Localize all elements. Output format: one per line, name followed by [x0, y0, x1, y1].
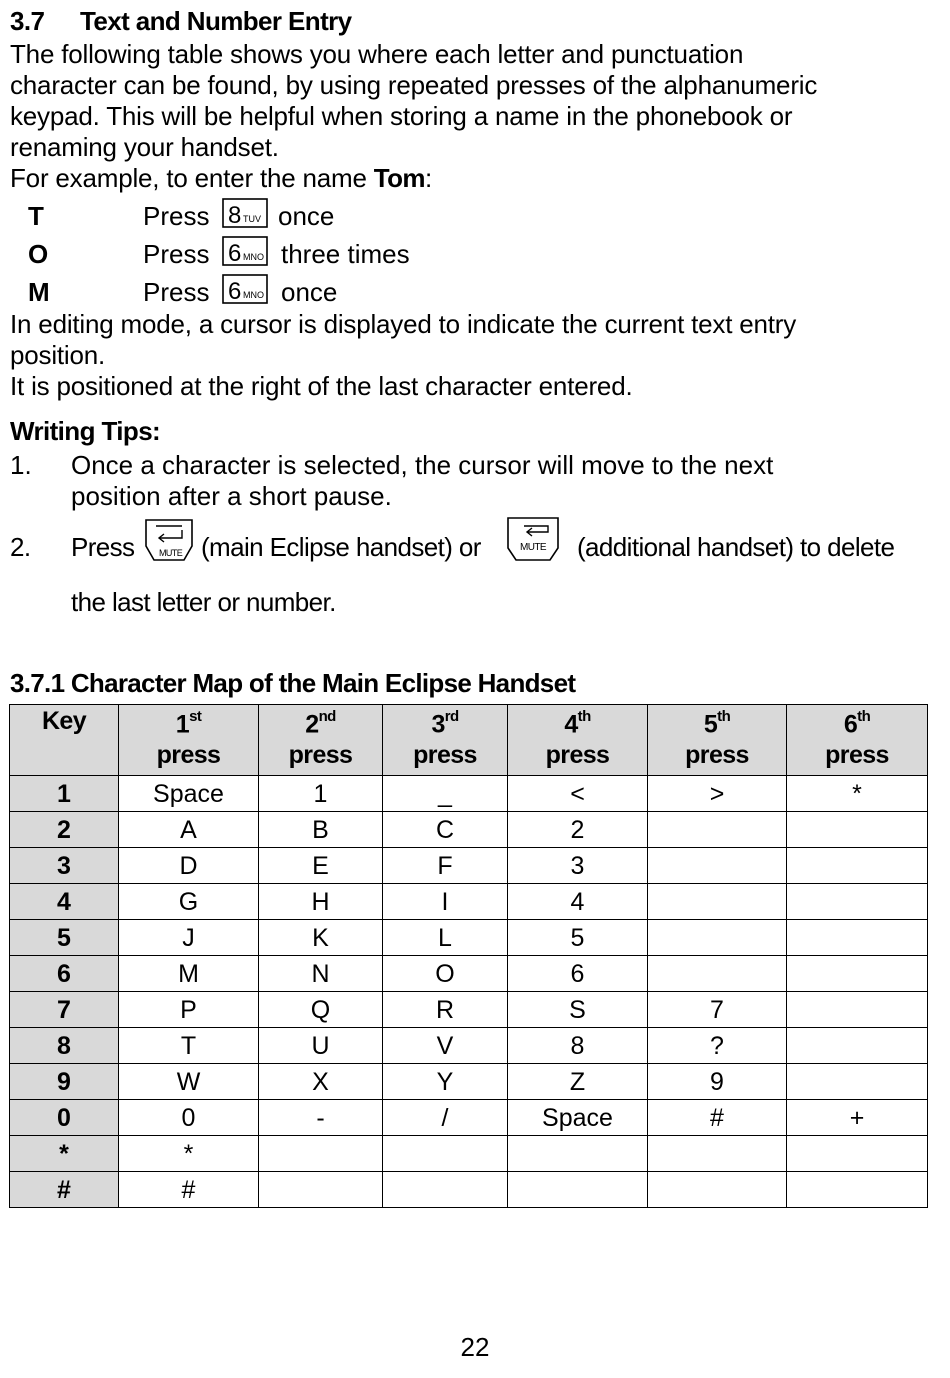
mute-key-main-icon [142, 516, 196, 564]
char-cell [787, 1064, 928, 1100]
key-cell: 4 [10, 884, 119, 920]
char-cell: J [119, 920, 259, 956]
tip-additional-handset-text: (additional handset) to delete [577, 532, 895, 562]
keypad-6-icon [221, 273, 269, 305]
char-cell: I [383, 884, 508, 920]
intro-line: keypad. This will be helpful when storing a name in the phonebook or [10, 101, 793, 131]
char-cell: / [383, 1100, 508, 1136]
char-cell: 1 [259, 776, 383, 812]
char-cell: * [787, 776, 928, 812]
char-cell [383, 1172, 508, 1208]
subsection-title: Character Map of the Main Eclipse Handset [70, 668, 576, 698]
char-cell: O [383, 956, 508, 992]
example-press: Press [143, 239, 210, 269]
char-cell: # [648, 1100, 787, 1136]
example-press: Press [143, 201, 210, 231]
tip-press: Press [71, 532, 135, 562]
press-column-header [119, 705, 259, 776]
table-row [10, 884, 928, 920]
table-body [10, 776, 928, 1208]
char-cell [787, 1136, 928, 1172]
char-cell: 9 [648, 1064, 787, 1100]
key-cell: 1 [10, 776, 119, 812]
table-row [10, 956, 928, 992]
tip-line: Once a character is selected, the cursor will move to the next [71, 450, 774, 480]
intro-line: The following table shows you where each letter and punctuation [10, 39, 744, 69]
char-cell: 8 [508, 1028, 648, 1064]
key-cell: 8 [10, 1028, 119, 1064]
example-intro [10, 163, 432, 194]
example-name: Tom [373, 163, 425, 193]
char-cell [648, 1172, 787, 1208]
cursor-line: It is positioned at the right of the last character entered. [10, 371, 633, 401]
svg-text:MNO: MNO [243, 290, 264, 300]
cursor-paragraph [10, 309, 796, 402]
key-column-header: Key [10, 705, 119, 776]
cursor-line: position. [10, 340, 106, 370]
ordinal-label [119, 705, 258, 738]
char-cell: R [383, 992, 508, 1028]
char-cell: G [119, 884, 259, 920]
tip-text [71, 450, 773, 512]
section-title: Text and Number Entry [80, 6, 352, 36]
char-cell: D [119, 848, 259, 884]
char-cell: 6 [508, 956, 648, 992]
char-cell: Space [119, 776, 259, 812]
press-label: press [825, 741, 889, 770]
subsection-heading [10, 668, 575, 699]
char-cell: ? [648, 1028, 787, 1064]
press-label: press [685, 741, 749, 770]
character-map-table [9, 704, 928, 1208]
example-letter: T [28, 201, 44, 231]
ordinal-label [259, 705, 382, 738]
table-row [10, 776, 928, 812]
ordinal-suffix: th [717, 708, 731, 725]
char-cell: M [119, 956, 259, 992]
tip-main-handset-text: (main Eclipse handset) or [201, 532, 481, 562]
ordinal-suffix: st [189, 708, 202, 725]
press-label: press [156, 741, 221, 770]
intro-line: character can be found, by using repeated presses of the alphanumeric [10, 70, 818, 100]
ordinal-label [648, 705, 786, 738]
char-cell: Space [508, 1100, 648, 1136]
char-cell: X [259, 1064, 383, 1100]
char-cell [259, 1172, 383, 1208]
char-cell: Y [383, 1064, 508, 1100]
char-cell: Q [259, 992, 383, 1028]
ordinal-number: 4 [564, 710, 578, 739]
char-cell [787, 884, 928, 920]
writing-tips-heading: Writing Tips: [10, 416, 161, 446]
char-cell: F [383, 848, 508, 884]
ordinal-label [508, 705, 647, 738]
key-cell: 0 [10, 1100, 119, 1136]
char-cell: P [119, 992, 259, 1028]
table-row [10, 1100, 928, 1136]
ordinal-number: 6 [843, 710, 858, 739]
table-header-row [10, 705, 928, 776]
key-cell: 3 [10, 848, 119, 884]
intro-line: renaming your handset. [10, 132, 279, 162]
svg-text:TUV: TUV [243, 214, 261, 224]
press-label: press [413, 741, 477, 770]
char-cell: E [259, 848, 383, 884]
char-cell [648, 956, 787, 992]
tip-line: the last letter or number. [71, 587, 336, 617]
char-cell: - [259, 1100, 383, 1136]
char-cell [508, 1136, 648, 1172]
svg-text:6: 6 [228, 240, 242, 267]
key-cell: # [10, 1172, 119, 1208]
key-cell: 2 [10, 812, 119, 848]
svg-text:MNO: MNO [243, 252, 264, 262]
key-cell: * [10, 1136, 119, 1172]
char-cell: > [648, 776, 787, 812]
ordinal-label [383, 705, 507, 738]
char-cell: S [508, 992, 648, 1028]
char-cell [648, 884, 787, 920]
example-letter: O [28, 239, 49, 269]
char-cell: 7 [648, 992, 787, 1028]
char-cell: # [119, 1172, 259, 1208]
char-cell [648, 848, 787, 884]
intro-paragraph [10, 39, 817, 163]
char-cell [648, 1136, 787, 1172]
example-count: once [281, 277, 338, 307]
char-cell [787, 956, 928, 992]
char-cell: + [787, 1100, 928, 1136]
example-count: once [278, 201, 335, 231]
char-cell: 5 [508, 920, 648, 956]
ordinal-number: 2 [305, 710, 319, 739]
mute-key-additional-icon [504, 514, 562, 564]
char-cell: V [383, 1028, 508, 1064]
ordinal-label [787, 705, 927, 738]
cursor-line: In editing mode, a cursor is displayed to indicate the current text entry [10, 309, 797, 339]
example-suffix: : [424, 163, 432, 193]
char-cell [787, 812, 928, 848]
table-row [10, 1172, 928, 1208]
char-cell: B [259, 812, 383, 848]
svg-text:MUTE: MUTE [159, 548, 183, 558]
char-cell [787, 1172, 928, 1208]
svg-text:8: 8 [228, 202, 242, 229]
key-cell: 6 [10, 956, 119, 992]
press-column-header [508, 705, 648, 776]
subsection-number: 3.7.1 [10, 668, 65, 698]
key-cell: 7 [10, 992, 119, 1028]
key-cell: 9 [10, 1064, 119, 1100]
ordinal-number: 5 [703, 710, 718, 739]
char-cell: A [119, 812, 259, 848]
char-cell: Z [508, 1064, 648, 1100]
ordinal-suffix: th [577, 708, 591, 725]
tip-line: position after a short pause. [71, 481, 392, 511]
press-column-header [259, 705, 383, 776]
char-cell: 3 [508, 848, 648, 884]
page-number: 22 [460, 1332, 490, 1362]
keypad-8-icon [221, 197, 269, 229]
section-number: 3.7 [10, 6, 45, 36]
char-cell [648, 812, 787, 848]
svg-text:MUTE: MUTE [520, 542, 546, 553]
char-cell: K [259, 920, 383, 956]
press-column-header [787, 705, 928, 776]
char-cell: * [119, 1136, 259, 1172]
char-cell: W [119, 1064, 259, 1100]
key-cell: 5 [10, 920, 119, 956]
section-heading [10, 6, 352, 37]
char-cell: 4 [508, 884, 648, 920]
ordinal-suffix: nd [318, 708, 336, 725]
char-cell: < [508, 776, 648, 812]
char-cell: L [383, 920, 508, 956]
svg-text:6: 6 [228, 278, 242, 305]
char-cell [787, 920, 928, 956]
ordinal-suffix: rd [444, 708, 459, 725]
press-column-header [648, 705, 787, 776]
table-row [10, 1028, 928, 1064]
table-row [10, 992, 928, 1028]
char-cell: T [119, 1028, 259, 1064]
table-row [10, 848, 928, 884]
ordinal-number: 1 [175, 710, 190, 739]
char-cell: 2 [508, 812, 648, 848]
ordinal-suffix: th [857, 708, 871, 725]
char-cell: 0 [119, 1100, 259, 1136]
example-prefix: For example, to enter the name [10, 163, 374, 193]
table-row [10, 920, 928, 956]
char-cell: _ [383, 776, 508, 812]
tip-number: 2. [10, 532, 31, 562]
char-cell [787, 1028, 928, 1064]
ordinal-number: 3 [431, 710, 445, 739]
example-letter: M [28, 277, 50, 307]
example-count: three times [281, 239, 410, 269]
table-row [10, 812, 928, 848]
char-cell: U [259, 1028, 383, 1064]
char-cell [787, 992, 928, 1028]
char-cell [508, 1172, 648, 1208]
press-column-header [383, 705, 508, 776]
table-row [10, 1064, 928, 1100]
char-cell [383, 1136, 508, 1172]
keypad-6-icon [221, 235, 269, 267]
press-label: press [545, 741, 610, 770]
example-press: Press [143, 277, 210, 307]
char-cell: N [259, 956, 383, 992]
tip-number: 1. [10, 450, 32, 480]
table-row [10, 1136, 928, 1172]
char-cell: C [383, 812, 508, 848]
char-cell [648, 920, 787, 956]
char-cell: H [259, 884, 383, 920]
char-cell [259, 1136, 383, 1172]
char-cell [787, 848, 928, 884]
press-label: press [288, 741, 353, 770]
